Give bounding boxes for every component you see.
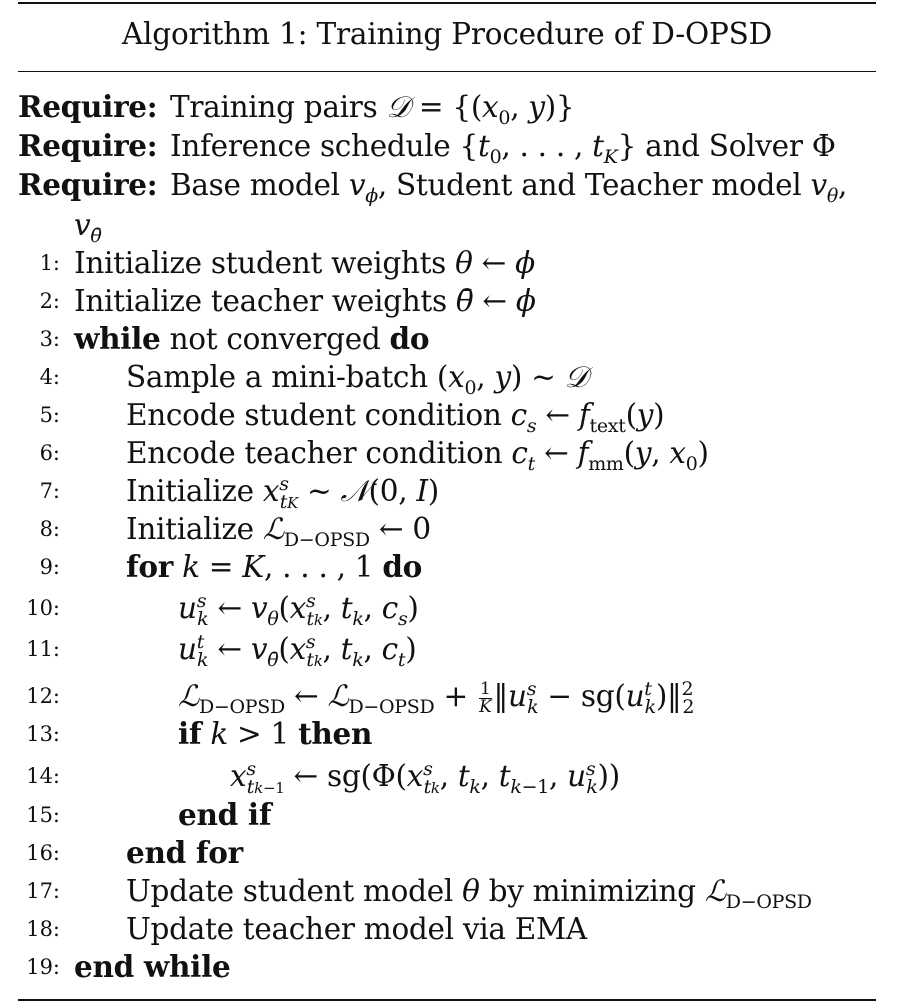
step-2: Initialize teacher weights θ̄ ← ϕ: [74, 284, 536, 318]
require-line-2: [18, 127, 836, 168]
step-4: Sample a mini-batch ($x_0$, y) ∼ 𝒟: [126, 360, 588, 399]
line-number: 7:: [39, 479, 60, 503]
line-number: 6:: [39, 441, 60, 465]
require-keyword: Require:: [18, 89, 158, 124]
step-3: while not converged do: [74, 321, 430, 356]
require-keyword: Require:: [18, 167, 158, 202]
step-8: Initialize ℒ$_{D-OPSD}$ ← 0: [126, 512, 431, 551]
line-number: 16:: [26, 841, 60, 865]
line-number: 17:: [26, 879, 60, 903]
line-number: 9:: [39, 555, 60, 579]
line-number: 14:: [26, 764, 60, 788]
step-6: Encode teacher condition $c_t$ ← $f_{mm}(y$, $x_0$): [126, 436, 709, 475]
step-5: Encode student condition $c_s$ ← $f_{text}(y)$: [126, 398, 665, 437]
caption-rule: [18, 71, 876, 72]
line-number: 10:: [26, 596, 60, 620]
line-number: 12:: [26, 684, 60, 708]
line-number: 18:: [26, 917, 60, 941]
require-text: Inference schedule {$t_0$, . . . , $t_K$} and Solver Φ: [170, 129, 836, 168]
line-number: 11:: [26, 637, 60, 661]
line-number: 13:: [26, 722, 60, 746]
step-11: $u^t_k$ ← $v_{\thetā}(x^s_{tk}$, $t_k$, $c_t$): [178, 631, 417, 671]
algorithm-caption: Algorithm 1: Training Procedure of D-OPSD: [121, 17, 773, 51]
require-keyword: Require:: [18, 128, 158, 163]
require-line-1: [18, 88, 575, 129]
require-text: Base model $v_\phi$, Student and Teacher model $v_\theta$,: [170, 168, 848, 207]
line-number: 19:: [26, 955, 60, 979]
step-7: Initialize $x^s_{tK}$ ∼ 𝒩(0, I): [126, 473, 439, 513]
line-number: 3:: [39, 327, 60, 351]
line-number: 1:: [39, 251, 60, 275]
step-9: for k = K, . . . , 1 do: [126, 549, 423, 584]
step-16: end for: [126, 835, 243, 870]
line-number: 15:: [26, 803, 60, 827]
require-line-3-cont: $v_{\thetā}$: [74, 208, 102, 247]
step-10: $u^s_k$ ← $v_\theta(x^s_{tk}$, $t_k$, $c_s$): [178, 590, 419, 630]
line-number: 5:: [39, 403, 60, 427]
step-1: Initialize student weights θ ← ϕ: [74, 246, 535, 280]
step-12: ℒ$_{D-OPSD}$ ← ℒ$_{D-OPSD}$ + $\frac{1}{K}$ $‖u^s_k$ − $sg(u^t_k)‖^2_2$: [178, 678, 695, 718]
step-17: Update student model θ by minimizing ℒ$_{D-OPSD}$: [126, 874, 812, 913]
step-13: if k > 1 then: [178, 716, 373, 751]
step-18: Update teacher model via EMA: [126, 912, 587, 946]
line-number: 8:: [39, 517, 60, 541]
step-14: $x^s_{tk-1}$ ← $sg(\Phi(x^s_{tk}$, $t_k$, $t_{k-1}$, $u^s_k$)): [230, 758, 620, 798]
line-number: 4:: [39, 365, 60, 389]
line-number: 2:: [39, 289, 60, 313]
bottom-rule: [18, 999, 876, 1001]
require-line-3: [18, 166, 848, 207]
top-rule: [18, 2, 876, 4]
step-15: end if: [178, 797, 272, 832]
require-text: Training pairs 𝒟 = {($x_0$, y)}: [170, 90, 575, 129]
step-19: end while: [74, 949, 231, 984]
